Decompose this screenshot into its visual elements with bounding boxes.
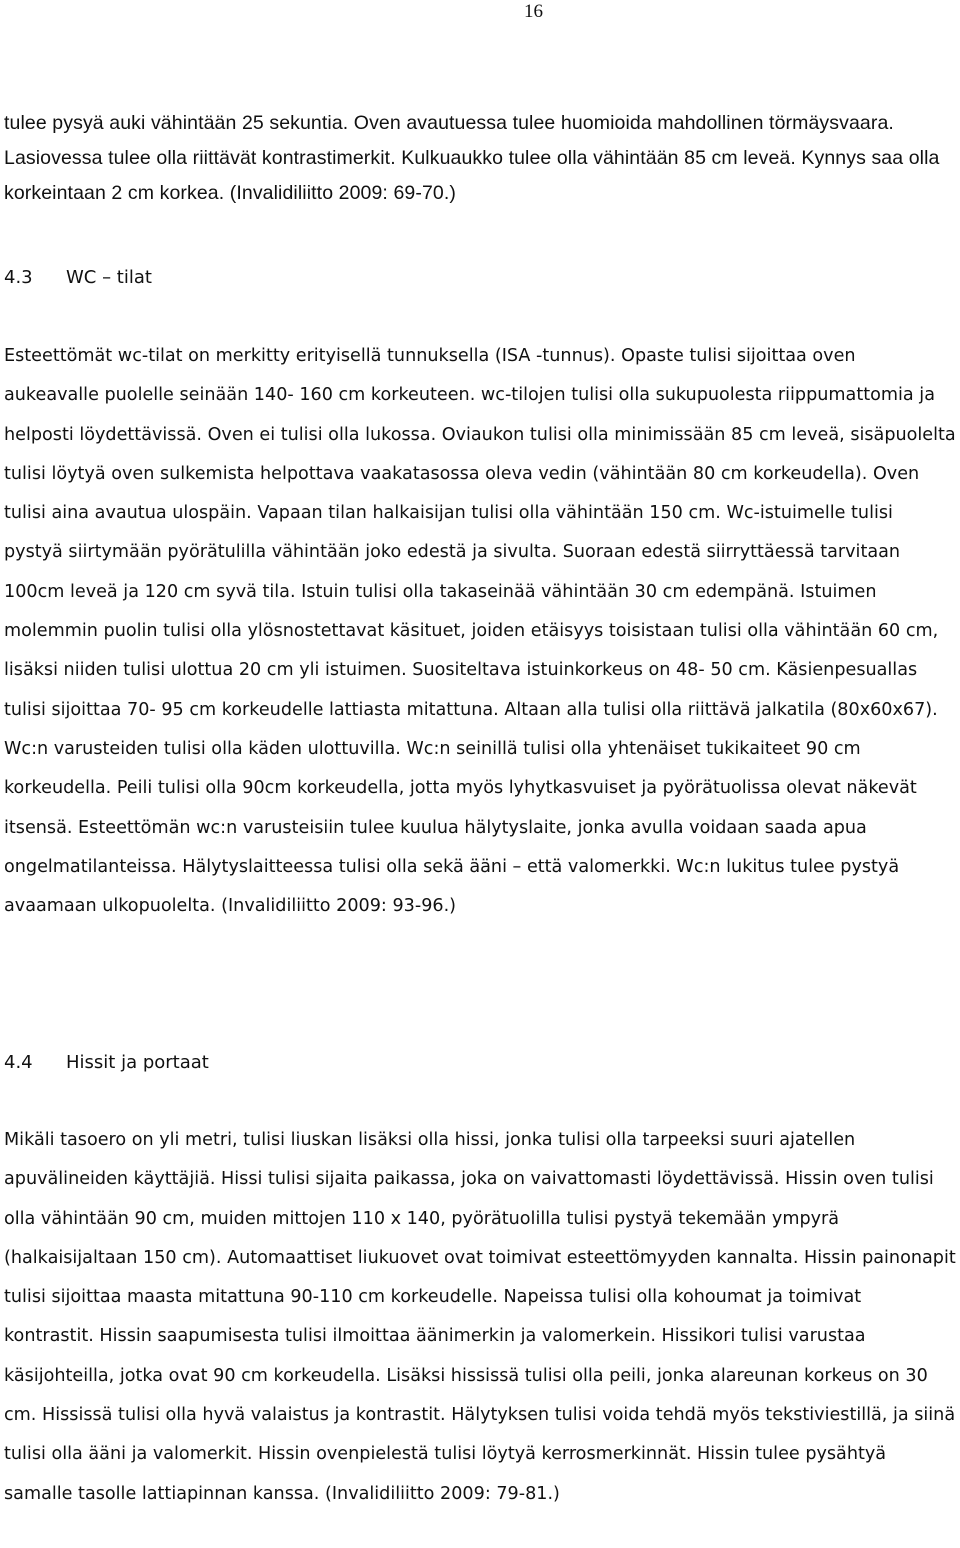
section-number: 4.3 <box>4 267 33 288</box>
section-heading-wc <box>4 265 152 291</box>
wc-section-paragraph: Esteettömät wc-tilat on merkitty erityisellä tunnuksella (ISA -tunnus). Opaste tulisi sijoittaa oven aukeavalle puolelle seinään 140- 160 cm korkeuteen. wc-tilojen tulisi olla sukupuolesta riippumattomia ja helposti löydettävissä. Oven ei tulisi olla lukossa. Oviaukon tulisi olla minimissään 85 cm leveä, sisäpuolelta tulisi löytyä oven sulkemista helpottava vaakatasossa oleva vedin (vähintään 80 cm korkeudella). Oven tulisi aina avautua ulospäin. Vapaan tilan halkaisijan tulisi olla vähintään 150 cm. Wc-istuimelle tulisi pystyä siirtymään pyörätulilla vähintään joko edestä ja sivulta. Suoraan edestä siirryttäessä tarvitaan 100cm leveä ja 120 cm syvä tila. Istuin tulisi olla takaseinää vähintään 30 cm edempänä. Istuimen molemmin puolin tulisi olla ylösnostettavat käsituet, joiden etäisyys toisistaan tulisi olla vähintään 60 cm, lisäksi niiden tulisi ulottua 20 cm yli istuimen. Suositeltava istuinkorkeus on 48- 50 cm. Käsienpesuallas tulisi sijoittaa 70- 95 cm korkeudelle lattiasta mitattuna. Altaan alla tulisi olla riittävä jalkatila (80x60x67). Wc:n varusteiden tulisi olla käden ulottuvilla. Wc:n seinillä tulisi olla yhtenäiset tukikaiteet 90 cm korkeudella. Peili tulisi olla 90cm korkeudella, jotta myös lyhytkasvuiset ja pyörätuolissa olevat näkevät itsensä. Esteettömän wc:n varusteisiin tulee kuulua hälytyslaite, jonka avulla voidaan saada apua ongelmatilanteissa. Hälytyslaitteessa tulisi olla sekä ääni – että valomerkki. Wc:n lukitus tulee pystyä avaamaan ulkopuolelta. (Invalidiliitto 2009: 93-96.) <box>4 346 956 917</box>
section-title: WC – tilat <box>66 267 152 288</box>
intro-paragraph: tulee pysyä auki vähintään 25 sekuntia. Oven avautuessa tulee huomioida mahdollinen törmäysvaara. Lasiovessa tulee olla riittävät kontrastimerkit. Kulkuaukko tulee olla vähintään 85 cm leveä. Kynnys saa olla korkeintaan 2 cm korkea. (Invalidiliitto 2009: 69-70.) <box>4 112 940 204</box>
page-number: 16 <box>524 1 543 22</box>
hissit-section-paragraph: Mikäli tasoero on yli metri, tulisi liuskan lisäksi olla hissi, jonka tulisi olla tarpeeksi suuri ajatellen apuvälineiden käyttäjiä. Hissi tulisi sijaita paikassa, joka on vaivattomasti löydettävissä. Hissin oven tulisi olla vähintään 90 cm, muiden mittojen 110 x 140, pyörätuolilla tulisi pystyä tekemään ympyrä (halkaisijaltaan 150 cm). Automaattiset liukuovet ovat toimivat esteettömyyden kannalta. Hissin painonapit tulisi sijoittaa maasta mitattuna 90-110 cm korkeudelle. Napeissa tulisi olla kohoumat ja toimivat kontrastit. Hissin saapumisesta tulisi ilmoittaa äänimerkin ja valomerkein. Hissikori tulisi varustaa käsijohteilla, jotka ovat 90 cm korkeudella. Lisäksi hississä tulisi olla peili, jonka alareunan korkeus on 30 cm. Hississä tulisi olla hyvä valaistus ja kontrastit. Hälytyksen tulisi voida tehdä myös tekstiviestillä, ja siinä tulisi olla ääni ja valomerkit. Hissin ovenpielestä tulisi löytyä kerrosmerkinnät. Hissin tulee pysähtyä samalle tasolle lattiapinnan kanssa. (Invalidiliitto 2009: 79-81.) <box>4 1130 956 1504</box>
section-number: 4.4 <box>4 1052 33 1073</box>
section-heading-hissit <box>4 1050 209 1076</box>
section-title: Hissit ja portaat <box>66 1052 209 1073</box>
